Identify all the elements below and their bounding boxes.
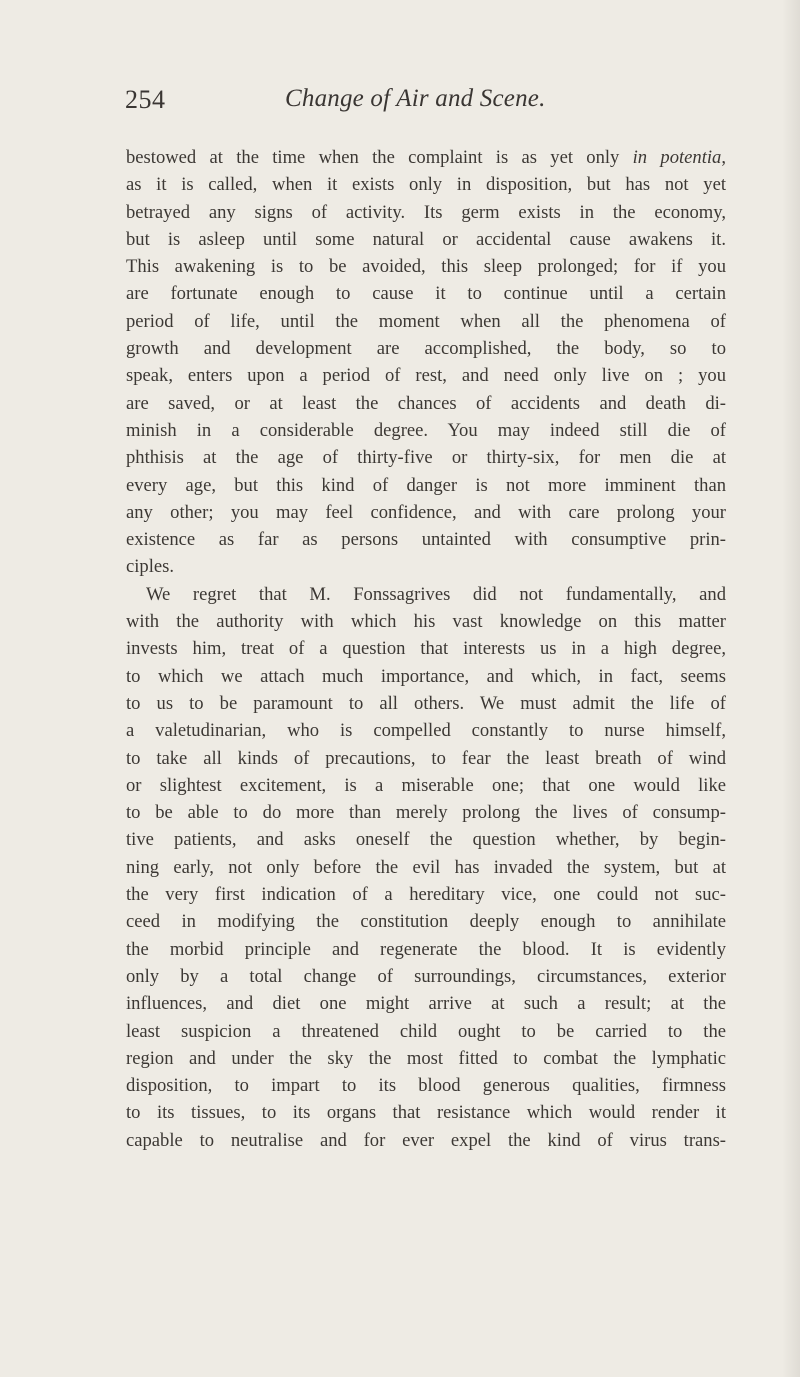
text-line: tive patients, and asks oneself the question whether, by begin-	[126, 829, 726, 851]
text-line: region and under the sky the most fitted to combat the lymphatic	[126, 1047, 726, 1069]
paragraph-1	[126, 144, 726, 581]
text-line: to its tissues, to its organs that resistance which would render it	[126, 1102, 726, 1124]
text-line: betrayed any signs of activity. Its germ exists in the economy,	[126, 201, 726, 223]
text-line: We regret that M. Fonssagrives did not fundamentally, and	[146, 583, 726, 605]
text-line: bestowed at the time when the complaint is as yet only in potentia,	[126, 147, 726, 168]
text-line: a valetudinarian, who is compelled constantly to nurse himself,	[126, 720, 726, 742]
text-line: the morbid principle and regenerate the blood. It is evidently	[126, 938, 726, 960]
text-line: period of life, until the moment when all the phenomena of	[126, 310, 726, 332]
paragraph-2	[126, 581, 726, 1154]
text-line: only by a total change of surroundings, circumstances, exterior	[126, 965, 726, 987]
text-line: to us to be paramount to all others. We must admit the life of	[126, 692, 726, 714]
text-line: as it is called, when it exists only in disposition, but has not yet	[126, 174, 726, 196]
page-number: 254	[125, 85, 166, 114]
text-line: ciples.	[126, 556, 175, 578]
text-line: to be able to do more than merely prolong the lives of consump-	[126, 802, 726, 824]
text-line: phthisis at the age of thirty-five or thirty-six, for men die at	[126, 447, 726, 469]
text-line: invests him, treat of a question that interests us in a high degree,	[126, 638, 726, 660]
text-line: This awakening is to be avoided, this sleep prolonged; for if you	[126, 256, 726, 278]
text-line: every age, but this kind of danger is not more imminent than	[126, 474, 726, 496]
text-line: minish in a considerable degree. You may indeed still die of	[126, 419, 726, 441]
text-line: or slightest excitement, is a miserable one; that one would like	[126, 774, 726, 796]
text-line: but is asleep until some natural or accidental cause awakens it.	[126, 228, 726, 250]
text-line: speak, enters upon a period of rest, and need only live on ; you	[126, 365, 726, 387]
text-line: ning early, not only before the evil has invaded the system, but at	[126, 856, 726, 878]
text-line: any other; you may feel confidence, and with care prolong your	[126, 501, 726, 523]
text-line: growth and development are accomplished, the body, so to	[126, 338, 726, 360]
text-line: with the authority with which his vast knowledge on this matter	[126, 611, 726, 633]
text-line: ceed in modifying the constitution deeply enough to annihilate	[126, 911, 726, 933]
text-line: to take all kinds of precautions, to fear the least breath of wind	[126, 747, 726, 769]
page-header	[0, 85, 800, 125]
text-line: least suspicion a threatened child ought to be carried to the	[126, 1020, 726, 1042]
text-line: capable to neutralise and for ever expel the kind of virus trans-	[126, 1129, 726, 1151]
text-line: the very first indication of a hereditary vice, one could not suc-	[126, 884, 726, 906]
text-line: existence as far as persons untainted with consumptive prin-	[126, 529, 726, 551]
running-head: Change of Air and Scene.	[285, 85, 546, 112]
text-line: disposition, to impart to its blood generous qualities, firmness	[126, 1075, 726, 1097]
text-line: influences, and diet one might arrive at such a result; at the	[126, 993, 726, 1015]
italic-phrase: in potentia	[632, 147, 722, 168]
page-edge-shadow	[782, 0, 800, 1377]
text-line: are fortunate enough to cause it to continue until a certain	[126, 283, 726, 305]
text-line: to which we attach much importance, and which, in fact, seems	[126, 665, 726, 687]
body-text	[126, 144, 726, 1154]
text-line: are saved, or at least the chances of accidents and death di-	[126, 392, 726, 414]
